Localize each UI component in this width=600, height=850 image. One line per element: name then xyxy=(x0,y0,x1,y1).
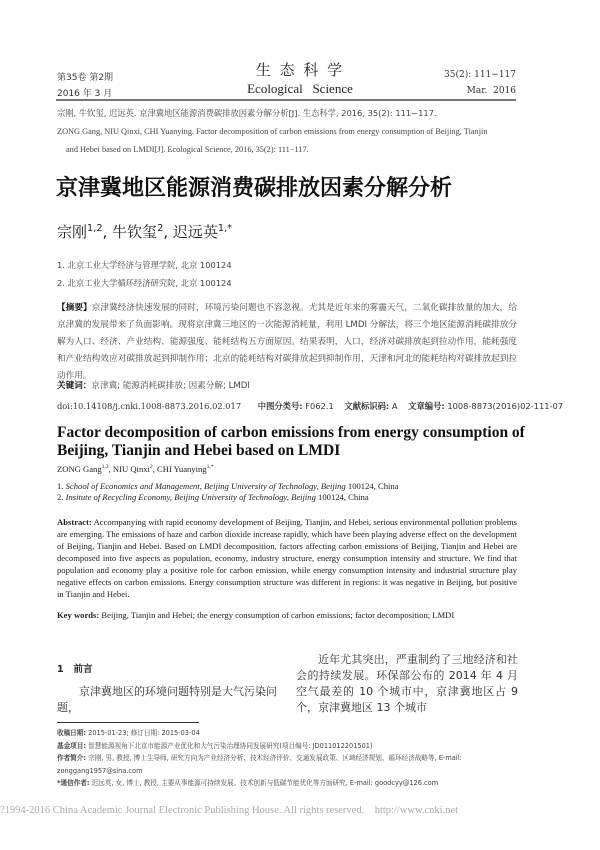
affil-institution: Insitute of Recycling Economy, Beijing University of Technology, Beijing xyxy=(65,492,316,502)
footnote-received xyxy=(57,727,517,740)
footnote-rule xyxy=(57,722,199,723)
keywords-en-label: Key words: xyxy=(57,610,100,620)
keywords-zh-text: 京津冀; 能源消耗碳排放; 因素分解; LMDI xyxy=(91,381,250,391)
journal-name-en: Ecological Science xyxy=(247,81,353,96)
page-range: 35(2): 111−117 xyxy=(444,70,516,80)
keywords-en xyxy=(57,610,527,621)
author-sup: 2 xyxy=(157,223,164,234)
author-sup: 1,2 xyxy=(101,464,109,471)
author: 迟远英 xyxy=(172,223,218,241)
affil-institution: School of Economics and Management, Beijing University of Technology, Beijing xyxy=(65,481,346,491)
author-sup: 1,* xyxy=(206,464,214,471)
intro-right-column: 近年尤其突出，严重制约了三地经济和社会的持续发展。环保部公布的 2014 年 4 月空气最差的 10 个城市中，京津冀地区占 9 个，京津冀地区 13 个城市 xyxy=(296,653,518,714)
author: 牛钦玺 xyxy=(112,223,158,241)
abstract-en-label: Abstract: xyxy=(57,517,92,527)
clc-label: 中图分类号: xyxy=(257,401,303,411)
copyright-watermark: ?1994-2016 China Academic Journal Electronic Publishing House. All rights reserved. http://www.cnki.net xyxy=(0,805,459,816)
issue-date-en: Mar. 2016 xyxy=(466,86,516,96)
author: ZONG Gang xyxy=(57,464,102,474)
clc-number: F062.1 xyxy=(305,401,334,411)
keywords-zh xyxy=(57,381,250,392)
volume-issue: 第35卷 第2期 xyxy=(57,73,114,83)
abstract-zh-text: 京津冀经济快速发展的同时，环境污染问题也不容忽视。尤其是近年来的雾霾天气，二氧化碳排放量的加大，给京津冀的发展带来了负面影响。现将京津冀三地区的一次能源消耗量，利用 LMDI 分解法，将三个地区能源消耗碳排放分解为人口、经济、产业结构、能源强度、能耗结构五方面原因。结果表明，人口，经济对碳排放起到拉动作用，能耗强度和产业结构效应对碳排放起到抑制作用；北京的能耗结构对碳排放起到抑制作用，天津和河北的能耗结构对碳排放起到拉动作用。 xyxy=(57,303,517,381)
footnote-fund xyxy=(57,740,517,753)
footnote-label: *通信作者: xyxy=(57,779,90,787)
journal-name-zh: 生 态 科 学 xyxy=(255,61,345,79)
authors-en: ZONG Gang$^{1,2}$, NIU Qinxi$^2$, CHI Yuanying$^{1,*}$ xyxy=(57,464,214,474)
author: 宗刚 xyxy=(57,223,88,241)
keywords-en-text: Beijing, Tianjin and Hebei; the energy consumption of carbon emissions; factor decomposition; LMDI xyxy=(101,610,455,620)
affiliation-zh-2: 2. 北京工业大学循环经济研究院, 北京 100124 xyxy=(57,278,232,288)
footnote-author xyxy=(57,752,517,777)
footnote-corresponding xyxy=(57,777,517,790)
citation-zh: 宗刚, 牛钦玺, 迟远英. 京津冀地区能源消费碳排放因素分解分析[J]. 生态科学, 2016, 35(2): 111−117. xyxy=(57,108,437,118)
author: NIU Qinxi xyxy=(112,464,150,474)
section-heading-intro: 1 前言 xyxy=(57,664,93,675)
footnote-label: 作者简介: xyxy=(57,754,87,762)
author-sup: 1,2 xyxy=(87,223,103,234)
header-rule xyxy=(56,99,516,101)
authors-zh: 宗刚$^{1,2}$, 牛钦玺$^2$, 迟远英$^{1,*}$ xyxy=(57,223,233,241)
author-sup: 1,* xyxy=(217,223,233,234)
title-zh: 京津冀地区能源消费碳排放因素分解分析 xyxy=(56,176,453,201)
abstract-en-text: Accompanying with rapid economy development of Beijing, Tianjin, and Hebei, serious environmental pollution problems are emerging. The emissions of haze and carbon dioxide increase rapidly, which have been playing adverse effect on the development of Beijing, Tianjin and Hebei. Based on LMDI decomposition, factors affecting carbon emissions of Beijing, Tianjin and Hebei are decomposed into five aspects as population, economy, industry structure, energy consumption intensity and structure. We find that population and economy play a positive role for carbon emission, while energy consumption intensity and industrial structure play negative effects on carbon emissions. Energy consumption structure was different in regions: it was negative in Beijing, but positive in Tianjin and Hebei. xyxy=(57,517,517,599)
footnote-text: 宗刚, 男, 教授, 博士生导师, 研究方向为产业经济分析、技术经济评价、交通发展政策、区域经济规划、循环经济战略等, E-mail: zonggang1957@sina.com xyxy=(57,754,462,775)
affil-postcode: 100124, China xyxy=(347,481,399,491)
article-meta xyxy=(57,401,563,412)
citation-en-1: ZONG Gang, NIU Qinxi, CHI Yuanying. Factor decomposition of carbon emissions from energy consumption of Beijing, Tianjin xyxy=(57,127,488,136)
article-number: 1008-8873(2016)02-111-07 xyxy=(447,401,564,411)
footnote-label: 基金项目: xyxy=(57,741,87,750)
title-en: Factor decomposition of carbon emissions from energy consumption of Beijing, Tianjin and Hebei based on LMDI xyxy=(57,424,525,459)
doi: doi:10.14108/j.cnki.1008-8873.2016.02.017 xyxy=(57,401,242,411)
keywords-zh-label: 关键词： xyxy=(57,381,92,391)
abstract-zh-label: 【摘要】 xyxy=(57,303,92,313)
footnotes xyxy=(57,727,517,790)
footnote-text: 智慧能源视角下北京市能源产业优化和大气污染治理协同发展研究(项目编号: JD011012201501) xyxy=(88,741,373,750)
footnote-label: 收稿日期: xyxy=(57,729,87,737)
affiliation-en-1 xyxy=(57,481,527,492)
affil-postcode: 100124, China xyxy=(318,492,369,502)
intro-left-column: 京津冀地区的环境问题特别是大气污染问题， xyxy=(57,685,277,714)
doc-code-label: 文献标识码: xyxy=(344,401,390,411)
footnote-text: 迟远英, 女, 博士, 教授, 主要从事能源可持续发展、技术创新与低碳节能优化等方面研究, E-mail: goodcyy@126.com xyxy=(91,779,439,787)
affiliation-zh-1: 1. 北京工业大学经济与管理学院, 北京 100124 xyxy=(57,260,232,270)
footnote-text: 2015-01-23; 修订日期: 2015-03-04 xyxy=(88,729,200,737)
issue-date-zh: 2016 年 3 月 xyxy=(57,89,113,99)
citation-en-2: and Hebei based on LMDI[J]. Ecological Science, 2016, 35(2): 111−117. xyxy=(66,145,309,154)
author-sup: 2 xyxy=(149,464,153,471)
doc-code: A xyxy=(391,401,398,411)
affiliation-en-2 xyxy=(57,492,527,503)
author: CHI Yuanying xyxy=(157,464,207,474)
article-number-label: 文章编号: xyxy=(408,401,445,411)
affil-num: 2. xyxy=(57,492,64,502)
affil-num: 1. xyxy=(57,481,64,491)
abstract-en xyxy=(57,516,517,600)
english-front-matter xyxy=(57,424,527,621)
abstract-zh xyxy=(57,300,517,385)
